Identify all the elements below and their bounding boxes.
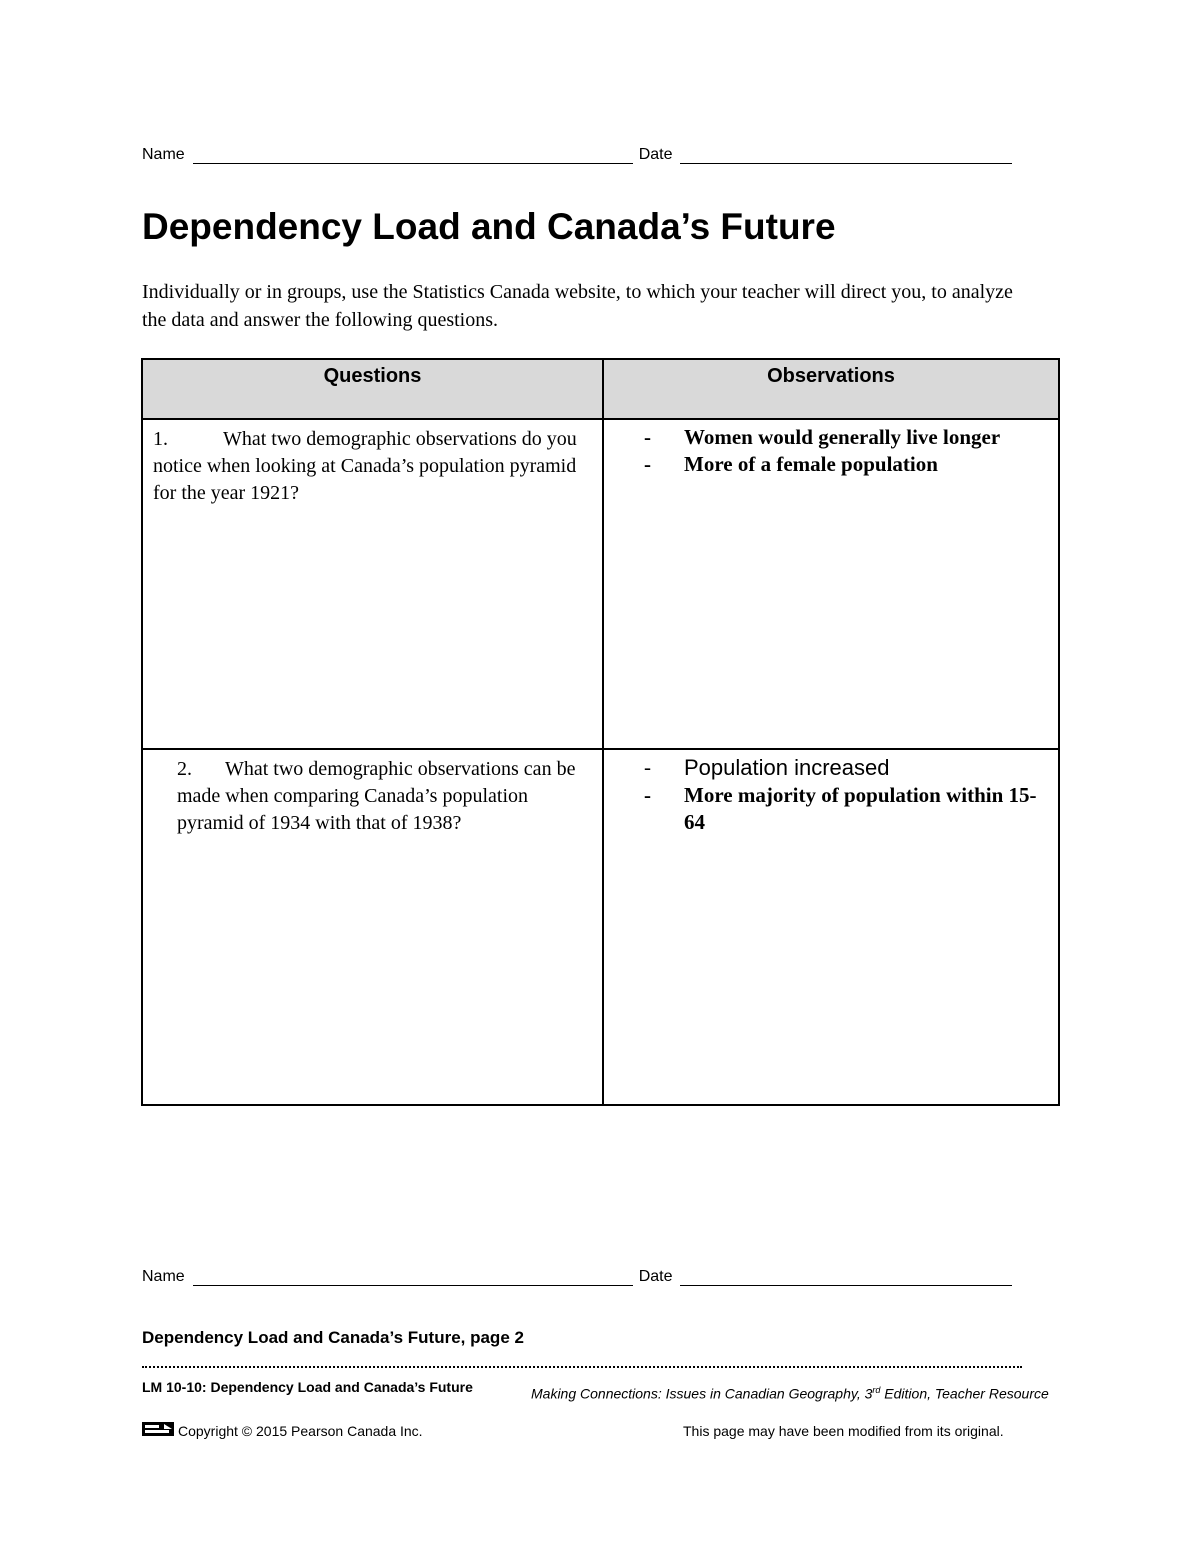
book-title-suffix: Edition, Teacher Resource [880,1385,1049,1402]
name-field-line[interactable] [193,1269,633,1286]
name-label: Name [142,1268,185,1285]
table-row [142,749,1059,1105]
name-label: Name [142,146,185,163]
table-row [142,419,1059,749]
name-field-line[interactable] [193,147,633,164]
question-number: 2. [177,758,192,780]
question-text: What two demographic observations can be made when comparing Canada’s population pyramid of 1934 with that of 1938? [177,758,576,834]
observation-cell-1[interactable] [603,419,1059,749]
page-title: Dependency Load and Canada’s Future [142,206,836,247]
observations-column-header: Observations [603,359,1059,419]
book-title-text: Making Connections: Issues in Canadian Geography, 3 [531,1385,873,1402]
pearson-logo-icon [142,1420,174,1441]
name-date-header [142,146,1022,164]
date-label: Date [638,1268,673,1285]
list-item: - Population increased [644,755,890,780]
observation-list [644,424,1048,478]
observation-text: More majority of population within 15-64 [684,783,1037,834]
observation-cell-2[interactable] [603,749,1059,1105]
question-number: 1. [153,428,168,450]
question-cell-2 [142,749,603,1105]
name-date-header-page2 [142,1268,1022,1286]
edition-superscript: rd [872,1385,881,1395]
question-cell-1 [142,419,603,749]
date-field-line[interactable] [680,147,1012,164]
table-header-row [142,359,1059,419]
instructions-text: Individually or in groups, use the Statistics Canada website, to which your teacher will direct you, to analyze the data and answer the following questions. [142,281,1013,331]
observation-text: Population increased [684,755,890,780]
questions-table [141,358,1060,1106]
footer-lm-title: LM 10-10: Dependency Load and Canada’s Future [142,1379,473,1395]
list-item: - More of a female population [644,452,938,476]
question-text: What two demographic observations do you notice when looking at Canada’s population pyramid for the year 1921? [153,428,577,504]
list-item: - Women would generally live longer [644,425,1001,449]
list-item: - More majority of population within 15-64 [644,783,1037,834]
observation-list [644,754,1048,836]
page2-title: Dependency Load and Canada’s Future, page 2 [142,1328,524,1347]
modified-notice: This page may have been modified from its original. [683,1423,1004,1439]
footer-book-title [531,1379,1061,1405]
date-label: Date [638,146,673,163]
footer-divider [142,1366,1022,1368]
copyright-row [142,1420,423,1441]
questions-column-header: Questions [142,359,603,419]
copyright-text: Copyright © 2015 Pearson Canada Inc. [178,1422,423,1439]
observation-text: Women would generally live longer [684,425,1001,449]
observation-text: More of a female population [684,452,938,476]
date-field-line[interactable] [680,1269,1012,1286]
